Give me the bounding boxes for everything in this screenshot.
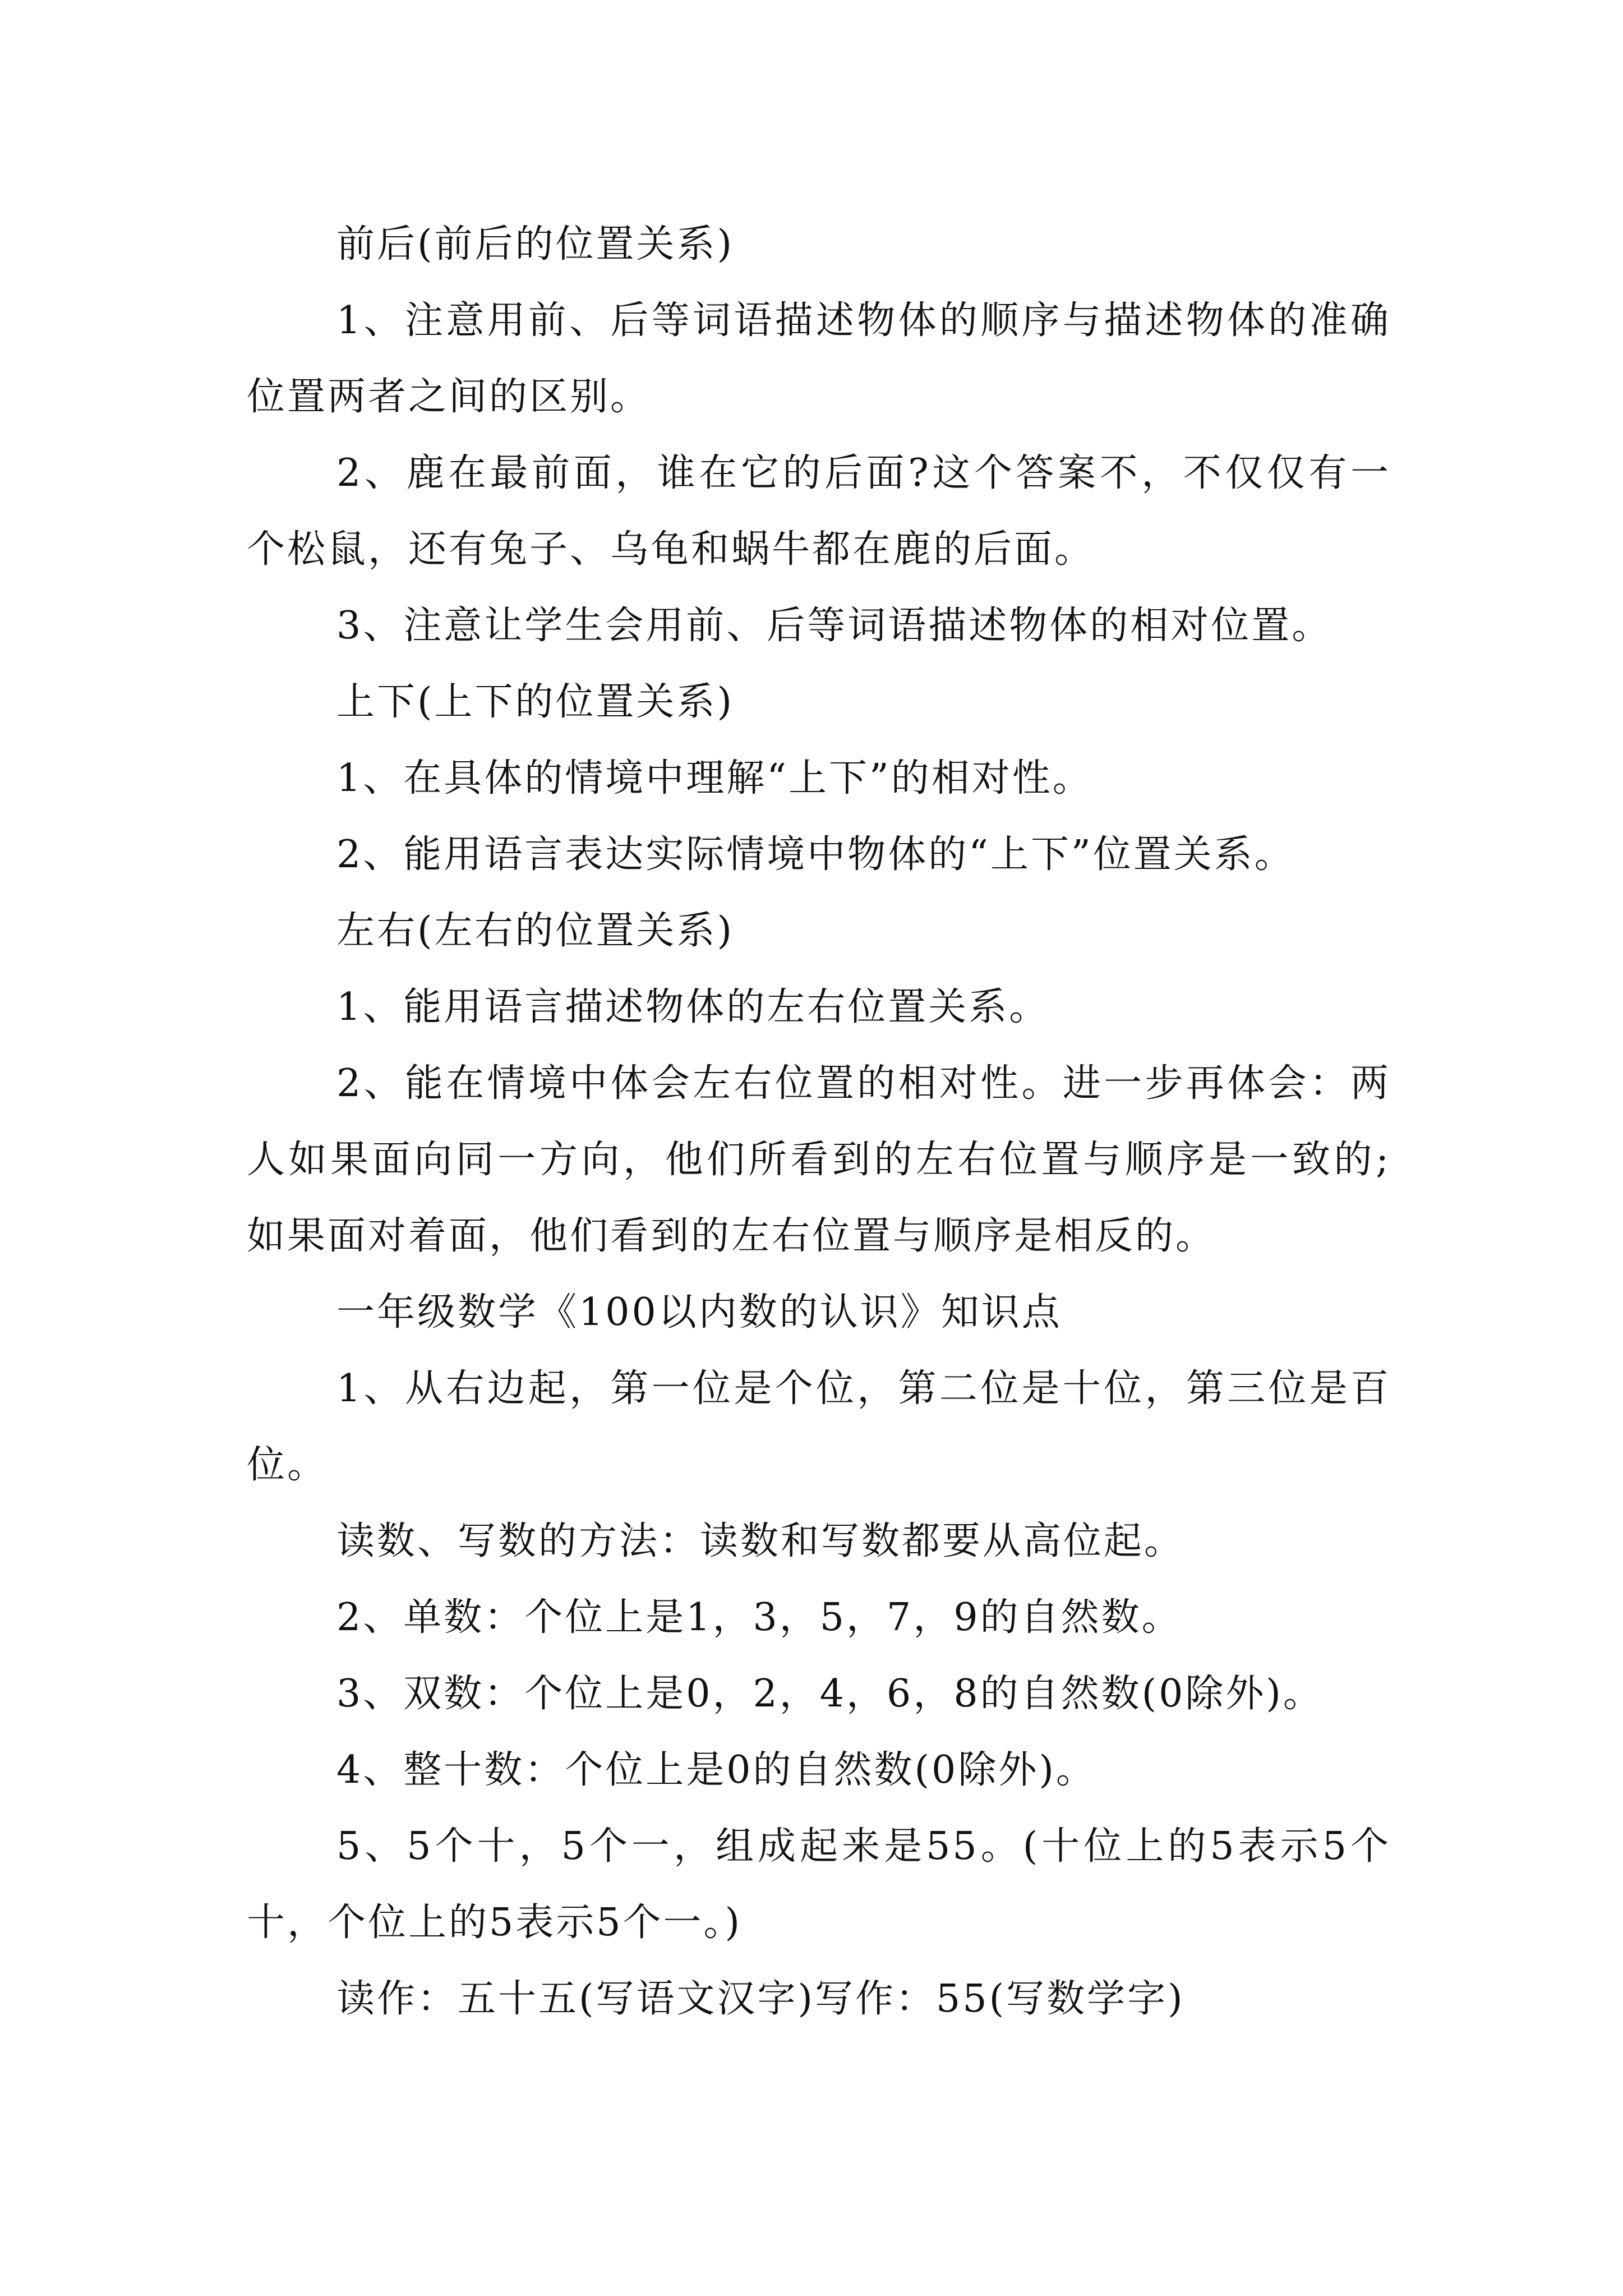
paragraph-front-back-2: 2、鹿在最前面，谁在它的后面?这个答案不，不仅仅有一个松鼠，还有兔子、乌龟和蜗牛都在鹿的后面。 bbox=[247, 451, 1391, 572]
document-body bbox=[247, 206, 1391, 2037]
paragraph-read-write-example: 读作：五十五(写语文汉字)写作：55(写数学字) bbox=[336, 1977, 1185, 2021]
heading-numbers-within-100: 一年级数学《100以内数的认识》知识点 bbox=[336, 1290, 1062, 1335]
paragraph-up-down-2: 2、能用语言表达实际情境中物体的“上下”位置关系。 bbox=[336, 832, 1295, 877]
heading-up-down: 上下(上下的位置关系) bbox=[336, 680, 735, 724]
paragraph-up-down-1: 1、在具体的情境中理解“上下”的相对性。 bbox=[336, 756, 1093, 800]
paragraph-whole-tens: 4、整十数：个位上是0的自然数(0除外)。 bbox=[336, 1748, 1096, 1792]
paragraph-front-back-3: 3、注意让学生会用前、后等词语描述物体的相对位置。 bbox=[336, 604, 1332, 648]
paragraph-even-numbers: 3、双数：个位上是0，2，4，6，8的自然数(0除外)。 bbox=[336, 1672, 1324, 1716]
paragraph-left-right-2: 2、能在情境中体会左右位置的相对性。进一步再体会：两人如果面向同一方向，他们所看到的左右位置与顺序是一致的;如果面对着面，他们看到的左右位置与顺序是相反的。 bbox=[247, 1061, 1391, 1258]
paragraph-read-write-method: 读数、写数的方法：读数和写数都要从高位起。 bbox=[336, 1519, 1185, 1563]
paragraph-place-values: 1、从右边起，第一位是个位，第二位是十位，第三位是百位。 bbox=[247, 1366, 1391, 1487]
paragraph-left-right-1: 1、能用语言描述物体的左右位置关系。 bbox=[336, 985, 1050, 1029]
paragraph-odd-numbers: 2、单数：个位上是1，3，5，7，9的自然数。 bbox=[336, 1595, 1182, 1640]
paragraph-fifty-five: 5、5个十，5个一，组成起来是55。(十位上的5表示5个十，个位上的5表示5个一。) bbox=[247, 1824, 1391, 1945]
heading-left-right: 左右(左右的位置关系) bbox=[336, 909, 735, 953]
heading-front-back: 前后(前后的位置关系) bbox=[336, 222, 735, 266]
paragraph-front-back-1: 1、注意用前、后等词语描述物体的顺序与描述物体的准确位置两者之间的区别。 bbox=[247, 298, 1391, 419]
